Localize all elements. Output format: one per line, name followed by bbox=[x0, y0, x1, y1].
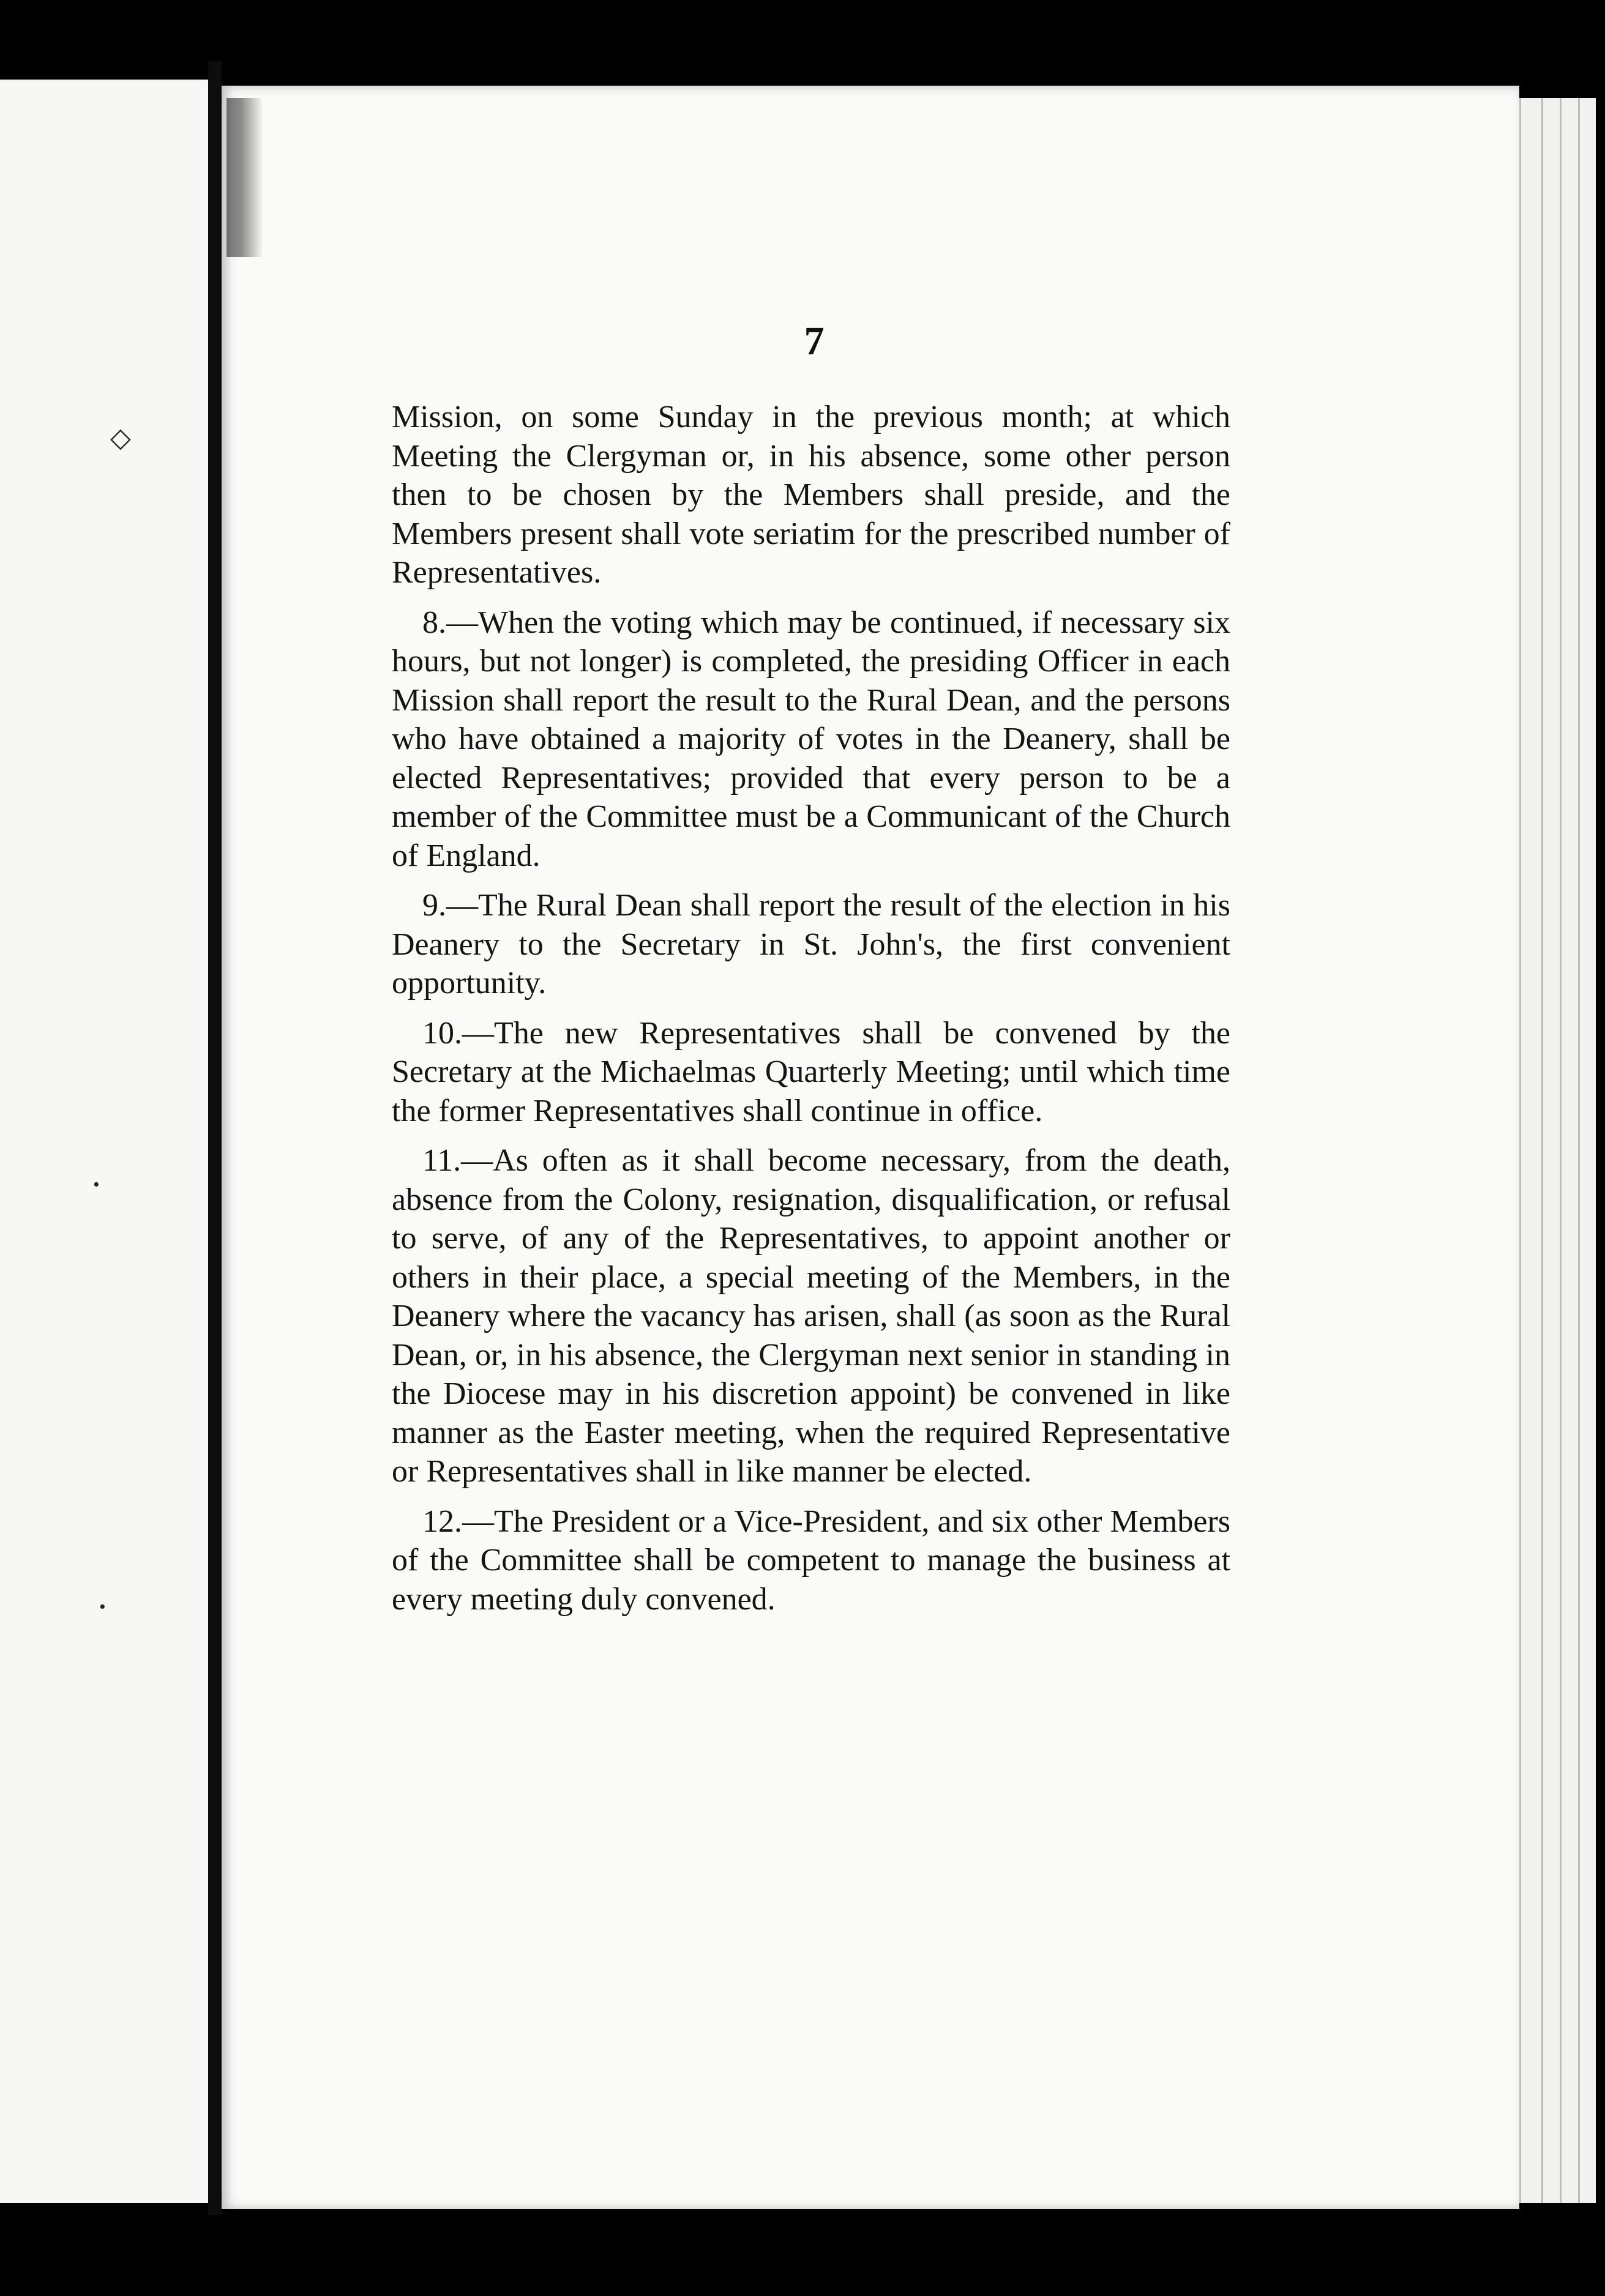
facing-page-edge: ◇ · · bbox=[0, 80, 208, 2203]
page-stack-edge bbox=[1519, 98, 1543, 2203]
page-stack-edge bbox=[1560, 98, 1580, 2203]
torn-edge bbox=[226, 98, 263, 257]
page-stack-edge bbox=[1578, 98, 1596, 2203]
binding-gutter bbox=[208, 61, 222, 2215]
paragraph-rule-9: 9.—The Rural Dean shall report the result of the election in his Deanery to the Secretary in St. John's, the first convenient opportunity. bbox=[392, 888, 1230, 1001]
page-number: 7 bbox=[804, 319, 825, 363]
paragraph-continuation: Mission, on some Sunday in the previous month; at which Meeting the Clergyman or, in his absence, some other person then to be chosen by the Members shall preside, and the Members present shall vote seriatim for the prescribed number of Representatives. bbox=[392, 400, 1230, 590]
paragraph-rule-10: 10.—The new Representatives shall be convened by the Secretary at the Michaelmas Quarterly Meeting; until which time the former Representatives shall continue in office. bbox=[392, 1015, 1230, 1128]
page-stack-edge bbox=[1541, 98, 1562, 2203]
body-text bbox=[392, 398, 1230, 1630]
paragraph-rule-8: 8.—When the voting which may be continued, if necessary six hours, but not longer) is completed, the presiding Officer in each Mission shall report the result to the Rural Dean, and the persons who have obtained a majority of votes in the Deanery, shall be elected Representatives; provided that every person to be a member of the Committee must be a Communicant of the Church of England. bbox=[392, 605, 1230, 873]
paragraph-rule-12: 12.—The President or a Vice-President, and six other Members of the Committee shall be competent to manage the business at every meeting duly convened. bbox=[392, 1504, 1230, 1617]
paragraph-rule-11: 11.—As often as it shall become necessary, from the death, absence from the Colony, resignation, disqualification, or refusal to serve, of any of the Representatives, to appoint another or others in their place, a special meeting of the Members, in the Deanery where the vacancy has arisen, shall (as soon as the Rural Dean, or, in his absence, the Clergyman next senior in standing in the Diocese may in his discretion appoint) be convened in like manner as the Easter meeting, when the required Representative or Representatives shall in like manner be elected. bbox=[392, 1143, 1230, 1489]
